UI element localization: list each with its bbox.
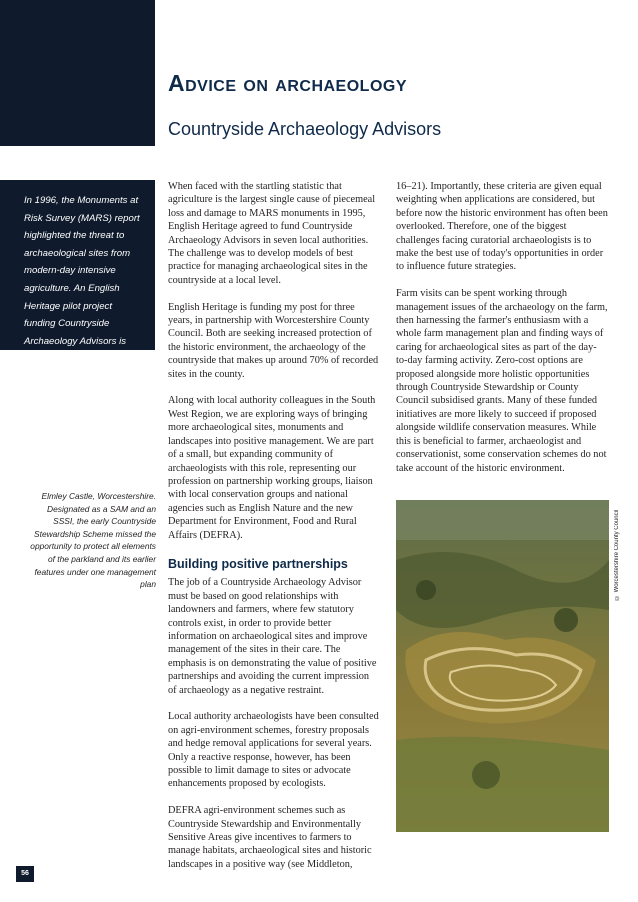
photo-credit: © Worcestershire County Council <box>614 509 620 600</box>
intro-text: In 1996, the Monuments at Risk Survey (MARS) report highlighted the threat to archaeological sites from modern-day intensive agriculture. An English Heritage pilot project funding Countryside Archaeology Advisors is starting to redress the imbalance <box>24 195 140 382</box>
paragraph: DEFRA agri-environment schemes such as Countryside Stewardship and Environmentally Sensitive Areas give incentives to farmers to manage habitats, archaeological sites and historic landscapes in a positive way (see Middleton, <box>168 805 372 870</box>
paragraph: When faced with the startling statistic that agriculture is the largest single cause of piecemeal loss and damage to MARS monuments in 1995, English Heritage agreed to fund Countryside Archaeology Advisors in seven local authorities. The challenge was to develop models of best practice for managing archaeological sites in the countryside at a local level. <box>168 181 376 286</box>
aerial-photo <box>396 500 609 832</box>
page-title: Advice on archaeology <box>168 70 408 96</box>
intro-box <box>0 180 155 382</box>
aerial-photo-image <box>396 500 609 832</box>
paragraph: Farm visits can be spent working through management issues of the archaeology on the farm, then harnessing the farmer's enthusiasm with a whole farm management plan and finding ways of caring for archaeological sites as part of the day-to-day farming activity. Zero-cost options are proposed alongside more holistic opportunities through Countryside Stewardship or County Council subsidised grants. Many of these funded initiatives are more likely to succeed if proposed alongside wildlife conservation measures. While this is beneficial to farmer, archaeologist and conservationist, some conservation schemes do not take account of the historic environment. <box>396 288 608 474</box>
paragraph: Along with local authority colleagues in the South West Region, we are exploring ways of bringing more archaeological sites, monuments and landscapes into positive management. We are part of a small, but expanding community of archaeologists with this role, representing our profession on partnership working groups, liaison with local conservation groups and national agencies such as English Nature and the new Department for Environment, Food and Rural Affairs (DEFRA). <box>168 395 376 541</box>
article-column-2 <box>396 180 608 488</box>
page-number: 56 <box>16 866 34 882</box>
paragraph: Local authority archaeologists have been consulted on agri-environment schemes, forestry proposals and hedge removal applications for several years. Only a reactive response, however, has been possible to limit damage to sites or advocate enhancements proposed by ecologists. <box>168 711 379 790</box>
photo-caption: Elmley Castle, Worcestershire. Designated as a SAM and an SSSI, the early Countryside Stewardship Scheme missed the opportunity to protect all elements of the parkland and its earlier features under one management plan <box>30 491 156 590</box>
section-heading: Building positive partnerships <box>168 557 348 572</box>
header-dark-block <box>0 0 155 146</box>
article-column-1 <box>168 180 380 885</box>
paragraph: The job of a Countryside Archaeology Advisor must be based on good relationships with landowners and farmers, where few statutory controls exist, in order to provide better information on archaeological sites and improve management of the sites in their care. The emphasis is on demonstrating the value of positive partnerships and avoiding the current impression of archaeology as a negative restraint. <box>168 577 377 696</box>
page-subtitle: Countryside Archaeology Advisors <box>168 119 442 139</box>
paragraph: 16–21). Importantly, these criteria are given equal weighting when applications are considered, but before now the historic environment has often been overlooked. Therefore, one of the biggest challenges facing curatorial archaeologists is to make the best use of today's opportunities in order to influence future strategies. <box>396 181 608 273</box>
paragraph: English Heritage is funding my post for three years, in partnership with Worcestershire County Council. Both are seeking increased protection of the historic environment, the archaeology of the countryside that makes up around 70% of recorded sites in the county. <box>168 301 379 380</box>
